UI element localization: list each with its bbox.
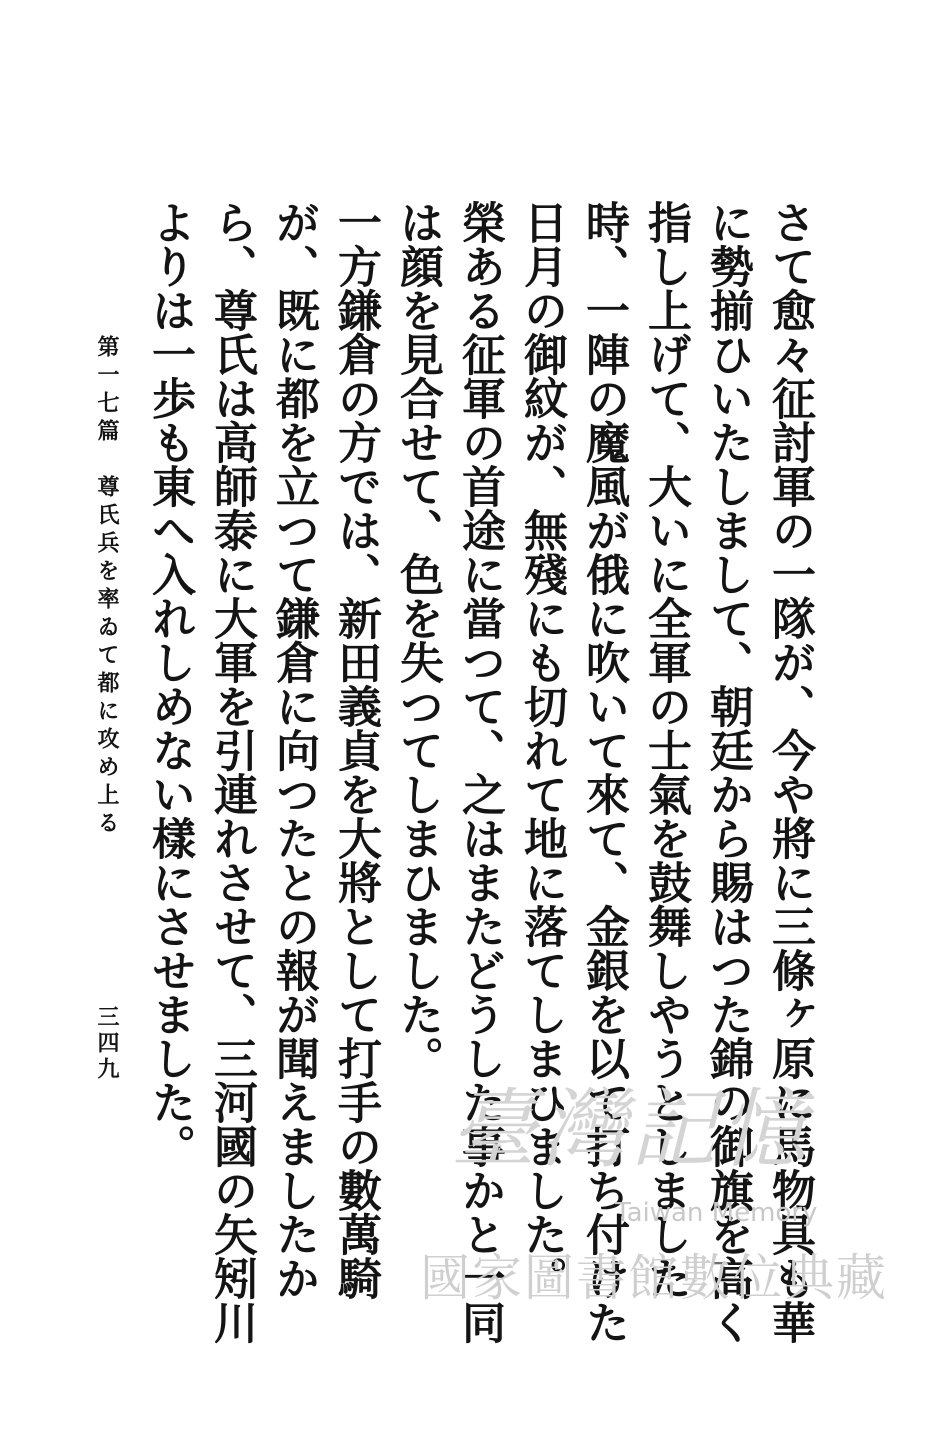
watermark-sub: 國家圖書館數位典藏 — [420, 1249, 888, 1307]
chapter-title: 第一七篇 尊氏兵を率ゐて都に攻め上る — [94, 335, 120, 839]
page-number: 三四九 — [94, 1005, 120, 1083]
watermark-main: 臺灣記憶 — [450, 1080, 810, 1180]
body-text — [140, 200, 820, 1360]
paragraph: さて愈々征討軍の一隊が、今や將に三條ヶ原に馬物具も華に勢揃ひいたしまして、朝廷から賜はつた錦の御旗を高く指し上げて、大いに全軍の士氣を鼓舞しやうとしました時、一陣の魔風が俄に吹いて來て、金銀を以て打ち付けた日月の御紋が、無殘にも切れて地に落てしまひました。 — [516, 200, 815, 1344]
paragraph: 榮ある征軍の首途に當つて、之はまたどうした事かと一同は顔を見合せて、色を失つてしまひました。 — [392, 200, 505, 1344]
paragraph: 一方鎌倉の方では、新田義貞を大將として打手の數萬騎が、既に都を立つて鎌倉に向つたとの報が聞えましたから、尊氏は高師泰に大軍を引連れさせて、三河國の矢矧川よりは一歩も東へ入れしめない樣にさせました。 — [144, 200, 381, 1344]
watermark-latin: Taiwan Memory — [615, 1198, 818, 1228]
